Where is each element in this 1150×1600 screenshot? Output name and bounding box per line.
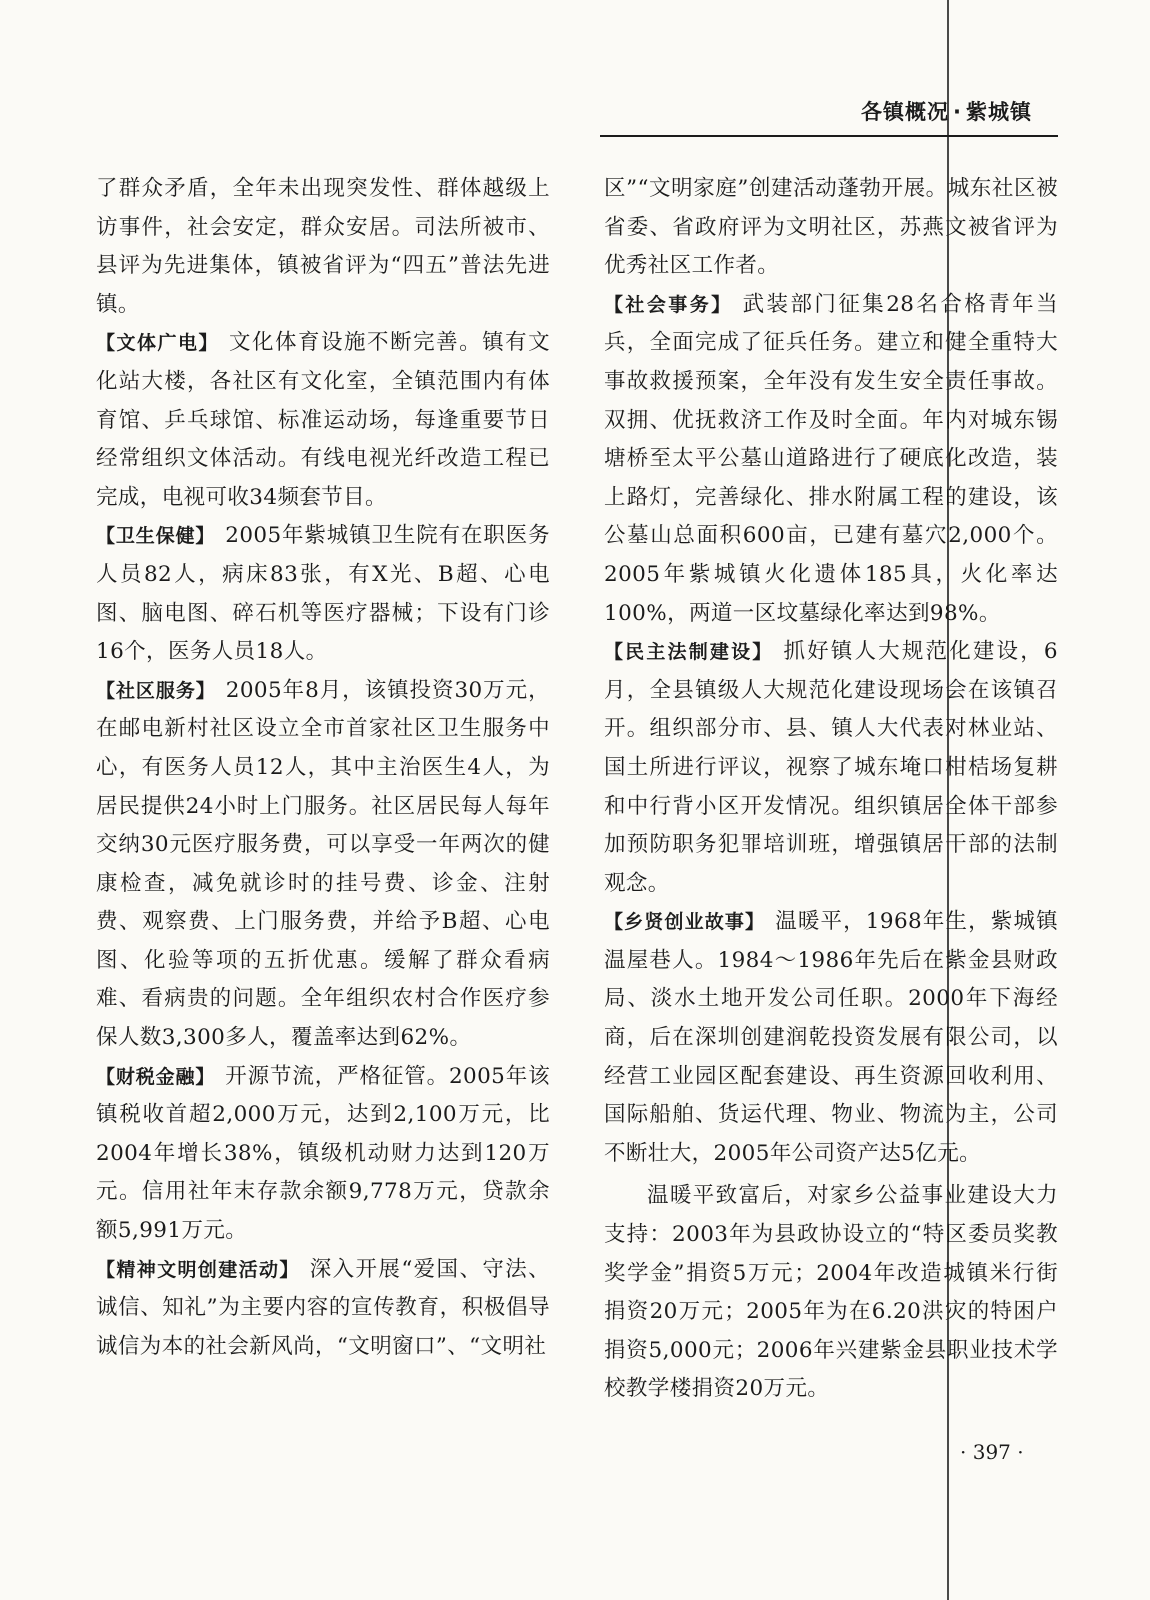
section-xiangxian-chuangye — [604, 903, 1058, 1173]
section-weisheng-baojian — [96, 517, 550, 671]
right-continuation: 区”“文明家庭”创建活动蓬勃开展。城东社区被省委、省政府评为文明社区，苏燕文被省评为优秀社区工作者。 — [604, 176, 1058, 279]
section-heading: 【社会事务】 — [604, 293, 733, 316]
section-wenti-guangdian — [96, 324, 550, 517]
right-column — [604, 170, 1058, 1409]
section-heading: 【民主法制建设】 — [604, 641, 774, 664]
left-column — [96, 170, 550, 1366]
running-header — [861, 96, 1032, 126]
closing-paragraph: 温暖平致富后，对家乡公益事业建设大力支持：2003年为县政协设立的“特区委员奖教奖学金”捐资5万元；2004年改造城镇米行街捐资20万元；2005年为在6.20洪灾的特困户捐资5,000元；2006年兴建紫金县职业技术学校教学楼捐资20万元。 — [604, 1183, 1058, 1402]
section-text: 文化体育设施不断完善。镇有文化站大楼，各社区有文化室，全镇范围内有体育馆、乒乓球馆、标准运动场，每逢重要节日经常组织文体活动。有线电视光纤改造工程已完成，电视可收34频套节目。 — [96, 330, 550, 510]
section-heading: 【乡贤创业故事】 — [604, 911, 766, 934]
section-heading: 【文体广电】 — [96, 332, 220, 355]
section-text: 2005年8月，该镇投资30万元，在邮电新村社区设立全市首家社区卫生服务中心，有医务人员12人，其中主治医生4人，为居民提供24小时上门服务。社区居民每人每年交纳30元医疗服务费，可以享受一年两次的健康检查，减免就诊时的挂号费、诊金、注射费、观察费、上门服务费，并给予B超、心电图、化验等项的五折优惠。缓解了群众看病难、看病贵的问题。全年组织农村合作医疗参保人数3,300多人，覆盖率达到62%。 — [96, 677, 550, 1051]
section-text: 开源节流，严格征管。2005年该镇税收首超2,000万元，达到2,100万元，比2004年增长38%，镇级机动财力达到120万元。信用社年末存款余额9,778万元，贷款余额5,991万元。 — [96, 1063, 550, 1244]
section-minzhu-fazhi — [604, 633, 1058, 903]
left-continuation: 了群众矛盾，全年未出现突发性、群体越级上访事件，社会安定，群众安居。司法所被市、县评为先进集体，镇被省评为“四五”普法先进镇。 — [96, 176, 550, 317]
section-heading: 【精神文明创建活动】 — [96, 1258, 300, 1281]
section-heading: 【卫生保健】 — [96, 525, 216, 548]
header-town: 紫城镇 — [966, 100, 1032, 124]
section-text: 2005年紫城镇卫生院有在职医务人员82人，病床83张，有X光、B超、心电图、脑电图、碎石机等医疗器械；下设有门诊16个，医务人员18人。 — [96, 523, 550, 665]
page-number: · 397 · — [960, 1440, 1024, 1464]
section-text: 温暖平，1968年生，紫城镇温屋巷人。1984～1986年先后在紫金县财政局、淡水土地开发公司任职。2000年下海经商，后在深圳创建润乾投资发展有限公司，以经营工业园区配套建设、再生资源回收利用、国际船舶、货运代理、物业、物流为主，公司不断壮大，2005年公司资产达5亿元。 — [604, 909, 1058, 1166]
section-shehui-shiwu — [604, 286, 1058, 633]
header-section: 各镇概况 — [861, 100, 950, 124]
header-separator: · — [953, 100, 962, 124]
section-text: 深入开展“爱国、守法、诚信、知礼”为主要内容的宣传教育，积极倡导诚信为本的社会新风尚，“文明窗口”、“文明社 — [96, 1256, 550, 1359]
section-caishui-jinrong — [96, 1058, 550, 1251]
section-heading: 【财税金融】 — [96, 1065, 216, 1088]
section-heading: 【社区服务】 — [96, 679, 216, 702]
section-text: 抓好镇人大规范化建设，6月，全县镇级人大规范化建设现场会在该镇召开。组织部分市、县、镇人大代表对林业站、国土所进行评议，视察了城东埯口柑桔场复耕和中行背小区开发情况。组织镇居全体干部参加预防职务犯罪培训班，增强镇居干部的法制观念。 — [604, 639, 1058, 896]
section-text: 武装部门征集28名合格青年当兵，全面完成了征兵任务。建立和健全重特大事故救援预案，全年没有发生安全责任事故。双拥、优抚救济工作及时全面。年内对城东锡塘桥至太平公墓山道路进行了硬底化改造，装上路灯，完善绿化、排水附属工程的建设，该公墓山总面积600亩，已建有墓穴2,000个。2005年紫城镇火化遗体185具，火化率达100%，两道一区坟墓绿化率达到98%。 — [604, 291, 1058, 626]
header-rule — [600, 135, 1058, 137]
section-shequ-fuwu — [96, 672, 550, 1058]
section-jingshen-wenming — [96, 1251, 550, 1367]
